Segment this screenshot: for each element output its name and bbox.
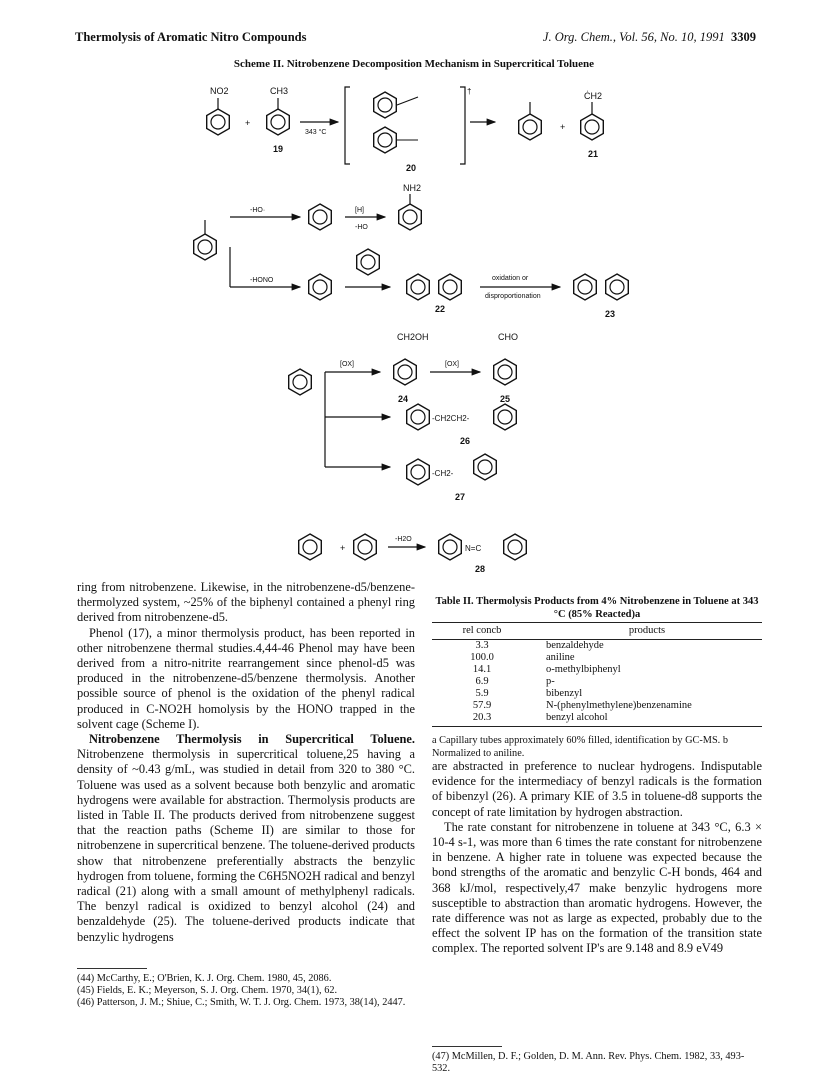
compound-22-label: 22 [435,304,446,314]
aniline-ring-2 [299,534,322,560]
toluene-small-ring [357,249,380,275]
paragraph-4: are abstracted in preference to nuclear hydrogens. Indisputable evidence for the intermediacy of benzyl radicals is the formation of bibenzyl (26). A primary KIE of 3.5 in toluene-d8 supports the concept of rate limitation by hydrogen abstraction. [432,759,762,819]
cho-label: CHO [498,332,518,342]
table-header-conc: rel concb [432,623,532,640]
reference-44: (44) McCarthy, E.; O'Brien, K. J. Org. Chem. 1980, 45, 2086. [77,973,332,984]
imine-linker-label: N=C [465,544,482,553]
compound-28-label: 28 [475,564,486,574]
complex-ring-bottom [374,127,397,153]
footnotes-right [432,1046,762,1075]
nitrosobenzene-ring [309,204,332,230]
phenyl-radical-ring [309,274,332,300]
paragraph-5: The rate constant for nitrobenzene in toluene at 343 °C, 6.3 × 10-4 s-1, was more than 6 times the rate constant for nitrobenzene in benzene. A higher rate in toluene was expected because the bond strengths of the aromatic and benzylic C-H bonds, 464 and 368 kJ/mol, respectively,47 make benzylic hydrogens more susceptible to abstraction than aromatic hydrogens. However, the rate difference was not as large as expected, probably due to the effect the solvent IP has on the formation of the transition state complex. The reported solvent IP's are 9.148 and 8.9 eV49 [432,819,762,956]
svg-text:+: + [245,118,251,128]
compound-21-label: 21 [588,149,599,159]
paragraph-3: Nitrobenzene thermolysis in supercritical toluene,25 having a density of ~0.43 g/mL, was studied in detail from 320 to 380 °C. Toluene was used as a solvent because both benzylic and aromatic hydrogens were available for abstraction. Thermolysis products are listed in Table II. The products derived from nitrobenzene suggest that the reaction paths (Scheme II) are similar to those for nitrobenzene in supercritical benzene. The toluene-derived products show that nitrobenzene preferentially abstracts the benzylic hydrogen from toluene, forming the C6H5NO2H radical and benzyl radical (21) along with a small amount of methylphenyl radicals. The benzyl radical is oxidized to benzyl alcohol (24) and benzaldehyde (25). The toluene-derived products indicate that benzylic hydrogens [77,747,415,944]
minus-ho-label: -HO· [250,207,266,214]
table-row: 5.9 bibenzyl [475,688,583,699]
table-row: 14.1 o-methylbiphenyl [472,664,621,675]
toluene-ring [267,109,290,135]
benzaldehyde-ring-2 [354,534,377,560]
table-row: 6.9 p- [475,676,555,687]
minus-hono-label: -HONO [250,277,274,284]
nh2-label: NH2 [403,183,422,193]
table-header-products: products [532,623,762,640]
benzyl-ring [581,114,604,140]
compound-26-label: 26 [460,436,471,446]
adduct-ring-right [439,274,462,300]
left-column [77,580,415,945]
table-row: 3.3 benzaldehyde [475,640,604,651]
compound-24-label: 24 [398,394,409,404]
reference-45: (45) Fields, E. K.; Meyerson, S. J. Org. Chem. 1970, 34(1), 62. [77,985,338,996]
adduct-ring-left [407,274,430,300]
dagger-label: † [467,87,472,96]
reference-46: (46) Patterson, J. M.; Shiue, C.; Smith, W. T. J. Org. Chem. 1973, 38(14), 2447. [77,997,406,1008]
biphenyl-ring-right [606,274,629,300]
reaction-scheme [160,72,660,577]
h-bracket-label: [H] [355,207,364,214]
paragraph-2: Phenol (17), a minor thermolysis product, has been reported in other nitrobenzene thermal studies.4,44-46 Phenol may have been derived from a nitro-nitrite rearrangement since phenol-d5 was produced in the nitrobenzene-d5/benzene thermolysis. Another possible source of phenol is the oxidation of the phenyl radical produced in C-NO2H homolysis by the HONO trapped in the solvent cage (Scheme I). [77,625,415,731]
ox-bracket-2-label: [OX] [445,361,460,368]
minus-h2o-label: -H2O [395,536,412,543]
compound-19-label: 19 [273,144,284,154]
ch2oh-label: CH2OH [397,332,429,342]
minus-ho2-label: -HO [355,224,368,231]
compound-25-label: 25 [500,394,511,404]
imine-ring-right [504,534,527,560]
bibenzyl-ring-right [494,404,517,430]
svg-text:+: + [340,543,346,553]
table-footnote: a Capillary tubes approximately 60% filled, identification by GC-MS. b Normalized to aniline. [432,735,728,759]
journal-citation [543,30,756,45]
compound-20-label: 20 [406,163,417,173]
benzaldehyde-ring [494,359,517,385]
table-title: Table II. Thermolysis Products from 4% Nitrobenzene in Toluene at 343 °C (85% Reacted)a [435,596,759,620]
aniline-ring [399,204,422,230]
scheme-title: Scheme II. Nitrobenzene Decomposition Mechanism in Supercritical Toluene [233,58,595,70]
section-heading: Nitrobenzene Thermolysis in Supercritical Toluene. [89,732,415,747]
imine-ring-left [439,534,462,560]
ch2-linker-label: -CH2- [432,469,454,478]
paragraph-1: ring from nitrobenzene. Likewise, in the nitrobenzene-d5/benzene-thermolyzed system, ~25% of the biphenyl contained a phenyl ring derived from nitrobenzene-d5. [77,580,415,625]
compound-23-label: 23 [605,309,616,319]
condition-343-label: 343 °C [305,129,327,136]
bibenzyl-linker-label: -CH2CH2- [432,414,470,423]
ch2-label: ĊH2 [584,91,603,101]
table-row: 20.3 benzyl alcohol [432,712,762,727]
right-column [432,759,762,957]
nitro-radical-ring-2 [194,234,217,260]
page-number: 3309 [731,30,756,44]
disproportionation-label: disproportionation [485,293,541,300]
reference-47: (47) McMillen, D. F.; Golden, D. M. Ann. Rev. Phys. Chem. 1982, 33, 493-532. [432,1051,745,1074]
running-head: Thermolysis of Aromatic Nitro Compounds [75,30,307,44]
compound-27-label: 27 [455,492,466,502]
methyldiphenylmethane-ring-left [407,459,430,485]
complex-ring-top [374,92,397,118]
table-row: 100.0 aniline [470,652,575,663]
benzyl-ring-2 [289,369,312,395]
methyldiphenylmethane-ring-right [474,454,497,480]
nitrobenzene-ring [207,109,230,135]
table-row: 57.9 N-(phenylmethylene)benzenamine [472,700,692,711]
ch3-label: CH3 [270,86,289,96]
bibenzyl-ring-left [407,404,430,430]
benzyl-alcohol-ring [394,359,417,385]
svg-text:+: + [560,122,566,132]
ox-bracket-1-label: [OX] [340,361,355,368]
nitro-radical-ring [519,114,542,140]
oxidation-label: oxidation or [492,275,529,282]
biphenyl-ring-left [574,274,597,300]
journal-name: J. Org. Chem., Vol. 56, No. 10, 1991 [542,30,725,44]
footnotes-left [77,968,415,1009]
no2-label: NO2 [210,86,229,96]
products-table [432,622,762,727]
